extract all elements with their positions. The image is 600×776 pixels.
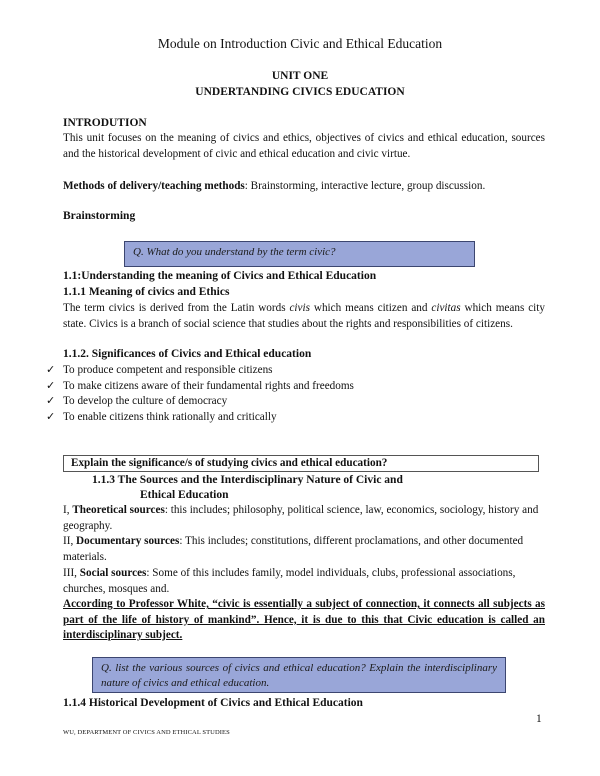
theoretical-sources-paragraph [63, 503, 545, 534]
professor-white-quote: According to Professor White, “civic is essentially a subject of connection, it connects all subjects as part of the life of history of mankind”. Hence, it is due to this that Civic education is called an interdisciplinary subject. [63, 598, 545, 642]
brainstorm-question: Q. What do you understand by the term civic? [133, 246, 336, 258]
list-item [46, 362, 546, 378]
civics-text-part: which means citizen and [309, 302, 432, 314]
theoretical-sources-label: Theoretical sources [72, 504, 165, 516]
sources-question-box [92, 657, 506, 693]
roman-numeral: III, [63, 567, 80, 579]
list-item-text: To enable citizens think rationally and critically [63, 410, 277, 423]
explain-significance-text: Explain the significance/s of studying civics and ethical education? [71, 457, 388, 469]
page-number: 1 [536, 713, 542, 725]
module-header-title: Module on Introduction Civic and Ethical Education [157, 36, 443, 51]
documentary-sources-text: : This includes; constitutions, different proclamations, and other documented materials. [63, 535, 524, 563]
unit-number: UNIT ONE [271, 70, 329, 82]
brainstorming-heading: Brainstorming [63, 210, 136, 222]
list-item-text: To produce competent and responsible citizens [63, 364, 273, 376]
list-item-text: To develop the culture of democracy [63, 395, 228, 408]
unit-title: UNDERTANDING CIVICS EDUCATION [195, 86, 405, 98]
documentary-sources-paragraph [63, 534, 545, 565]
introduction-heading: INTRODUTION [63, 117, 147, 129]
section-1-1-3-heading-line2: Ethical Education [140, 489, 229, 501]
civitas-term: civitas [431, 302, 461, 314]
civics-text-part: The term civics is derived from the Latin words [63, 302, 290, 314]
footer-text: WU, DEPARTMENT OF CIVICS AND ETHICAL STUDIES [63, 729, 230, 736]
documentary-sources-label: Documentary sources [76, 535, 180, 547]
roman-numeral: II, [63, 535, 77, 547]
explain-significance-box [63, 455, 539, 472]
section-1-1-3-heading-line1: 1.1.3 The Sources and the Interdisciplinary Nature of Civic and [92, 474, 403, 486]
social-sources-text: : Some of this includes family, model individuals, clubs, professional associations, churches, mosques and. [63, 567, 516, 595]
social-sources-label: Social sources [79, 567, 147, 579]
introduction-text: This unit focuses on the meaning of civics and ethics, objectives of civics and ethical education, sources and the historical development of civic and ethical education and civic virtue. [63, 132, 545, 160]
section-1-1-1-heading: 1.1.1 Meaning of civics and Ethics [63, 286, 230, 298]
roman-numeral: I, [63, 504, 73, 516]
section-1-1-heading: 1.1:Understanding the meaning of Civics and Ethical Education [63, 270, 377, 282]
methods-label: Methods of delivery/teaching methods [63, 180, 245, 192]
check-icon: ✓ [46, 409, 56, 423]
significances-list [46, 362, 546, 424]
civis-term: civis [289, 302, 310, 314]
list-item [46, 409, 546, 425]
list-item [46, 378, 546, 394]
sources-question: Q. list the various sources of civics and ethical education? Explain the interdisciplinary nature of civics and ethical education. [101, 662, 497, 689]
section-1-1-2-heading: 1.1.2. Significances of Civics and Ethical education [63, 348, 312, 360]
social-sources-paragraph [63, 566, 545, 597]
section-1-1-4-heading: 1.1.4 Historical Development of Civics and Ethical Education [63, 697, 363, 709]
civics-text-part: which means city state. Civics is a branch of social science that studies about the rights and responsibilities of citizens. [63, 302, 545, 330]
list-item-text: To make citizens aware of their fundamental rights and freedoms [63, 379, 354, 392]
list-item [46, 393, 546, 409]
check-icon: ✓ [46, 394, 56, 408]
methods-text: : Brainstorming, interactive lecture, group discussion. [244, 180, 486, 192]
methods-paragraph [63, 179, 545, 195]
check-icon: ✓ [46, 363, 56, 376]
theoretical-sources-text: : this includes; philosophy, political science, law, economics, sociology, history and geography. [63, 504, 539, 532]
brainstorm-question-box [124, 241, 475, 267]
check-icon: ✓ [46, 378, 56, 392]
meaning-of-civics-text [63, 301, 545, 332]
